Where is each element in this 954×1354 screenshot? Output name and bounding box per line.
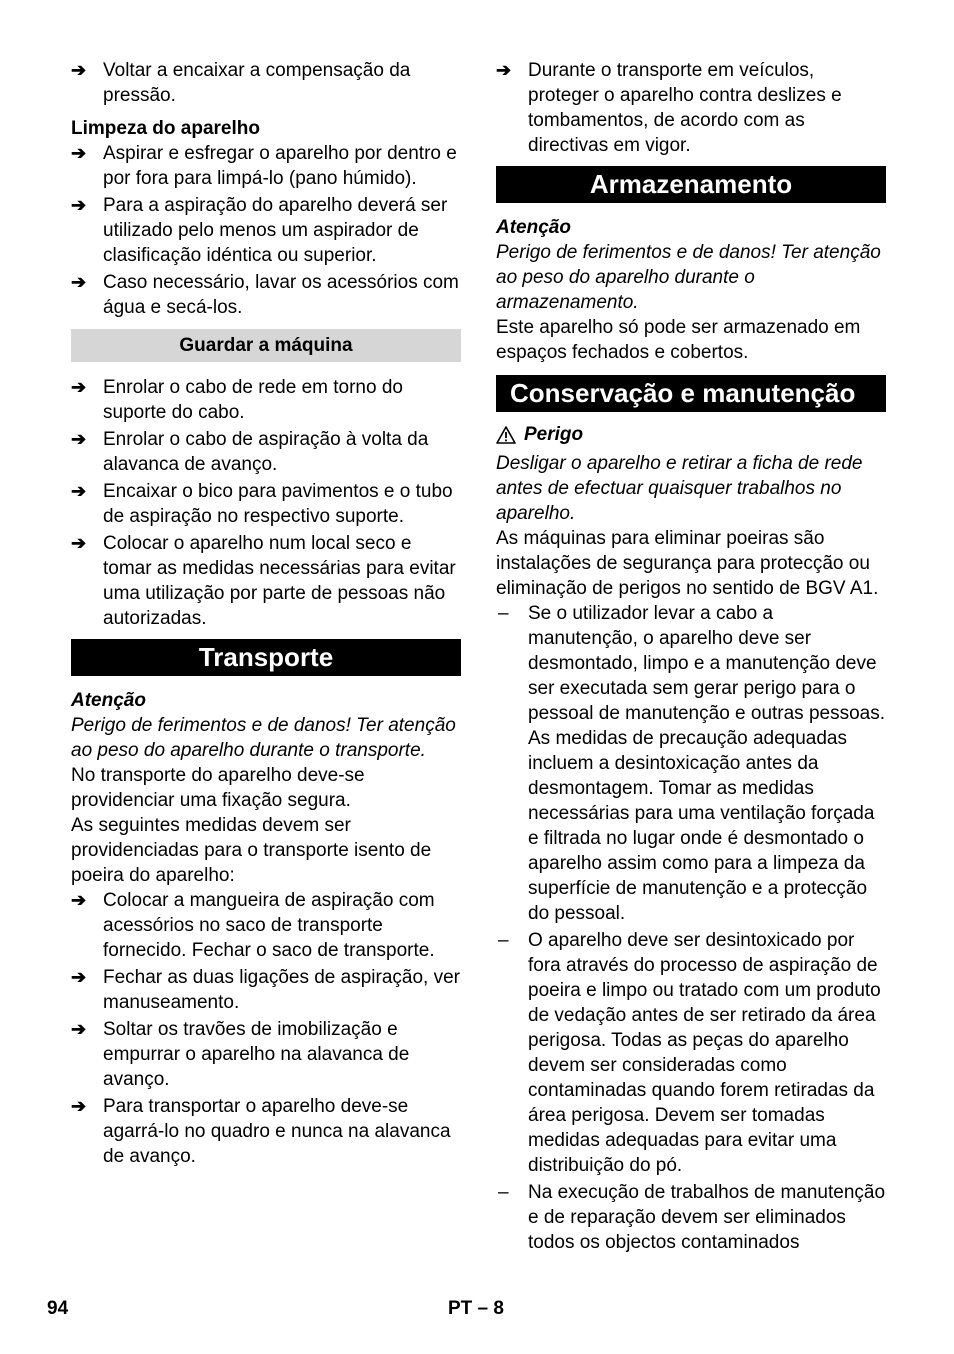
arrow-right-icon: ➔ [71,429,87,449]
list-item: ➔ Para transportar o aparelho deve-se agarrá-lo no quadro e nunca na alavanca de avanço. [71,1096,451,1167]
section-heading-storage: Armazenamento [496,166,886,203]
list-item: ➔ Soltar os travões de imobilização e empurrar o aparelho na alavanca de avanço. [71,1019,410,1090]
list-item: ➔ Voltar a encaixar a compensação da pressão. [71,60,411,106]
list-item: – Na execução de trabalhos de manutenção e de reparação devem ser eliminados todos os objectos contaminados [498,1182,886,1253]
arrow-right-icon: ➔ [71,377,87,397]
arrow-right-icon: ➔ [71,481,87,501]
list-item: ➔ Encaixar o bico para pavimentos e o tubo de aspiração no respectivo suporte. [71,481,453,527]
list-item: ➔ Aspirar e esfregar o aparelho por dentro e por fora para limpá-lo (pano húmido). [71,143,457,189]
danger-text: Desligar o aparelho e retirar a ficha de rede antes de efectuar quaisquer trabalhos no aparelho. [496,453,863,524]
arrow-right-icon: ➔ [71,533,87,553]
section-subheading: Limpeza do aparelho [71,118,260,139]
arrow-right-icon: ➔ [71,890,87,910]
list-item: ➔ Fechar as duas ligações de aspiração, ver manuseamento. [71,967,460,1013]
arrow-right-icon: ➔ [71,195,87,215]
list-item: – Se o utilizador levar a cabo a manutenção, o aparelho deve ser desmontado, limpo e a manutenção deve ser executada sem gerar perigo para o pessoal de manutenção e outras pessoas. As medidas de precaução adequadas incluem a desintoxicação antes da desmontagem. Tomar as medidas necessárias para uma ventilação forçada e filtrada no lugar onde é desmontado o aparelho assim como para a limpeza da superfície de manutenção e a protecção do pessoal. [498,603,886,924]
list-item: ➔ Durante o transporte em veículos, proteger o aparelho contra deslizes e tombamentos, de acordo com as directivas em vigor. [496,60,842,156]
arrow-right-icon: ➔ [496,60,512,80]
paragraph: As máquinas para eliminar poeiras são instalações de segurança para protecção ou eliminação de perigos no sentido de BGV A1. [496,528,879,599]
list-item: – O aparelho deve ser desintoxicado por fora através do processo de aspiração de poeira e limpo ou tratado com um produto de vedação antes de ser retirado da área perigosa. Todas as peças do aparelho devem ser consideradas como contaminadas quando forem retiradas da área perigosa. Devem ser tomadas medidas adequadas para evitar uma distribuição do pó. [498,930,881,1176]
warning-triangle-icon [496,426,516,444]
list-item: ➔ Para a aspiração do aparelho deverá ser utilizado pelo menos um aspirador de clasificação idéntica ou superior. [71,195,448,266]
paragraph: No transporte do aparelho deve-se providenciar uma fixação segura. [71,765,365,811]
section-marker: PT – 8 [448,1298,504,1319]
list-item: ➔ Caso necessário, lavar os acessórios com água e secá-los. [71,272,459,318]
dash-bullet-icon: – [498,603,509,624]
list-item: ➔ Colocar a mangueira de aspiração com acessórios no saco de transporte fornecido. Fechar o saco de transporte. [71,890,435,961]
paragraph: Este aparelho só pode ser armazenado em espaços fechados e cobertos. [496,317,861,363]
section-heading-maintenance: Conservação e manutenção [496,375,886,412]
arrow-right-icon: ➔ [71,272,87,292]
paragraph: As seguintes medidas devem ser providenciadas para o transporte isento de poeira do aparelho: [71,815,432,886]
arrow-right-icon: ➔ [71,143,87,163]
arrow-right-icon: ➔ [71,1096,87,1116]
arrow-right-icon: ➔ [71,1019,87,1039]
arrow-right-icon: ➔ [71,967,87,987]
danger-label: Perigo [524,424,584,445]
arrow-right-icon: ➔ [71,60,87,80]
left-column [71,58,461,1171]
section-heading-transport: Transporte [71,639,461,676]
attention-label: Atenção [496,217,571,238]
danger-heading [496,422,886,447]
page-number: 94 [47,1298,69,1319]
attention-text: Perigo de ferimentos e de danos! Ter atenção ao peso do aparelho durante o transporte. [71,715,456,761]
right-column [496,58,886,1257]
attention-label: Atenção [71,690,146,711]
dash-bullet-icon: – [498,930,509,951]
list-item: ➔ Enrolar o cabo de aspiração à volta da alavanca de avanço. [71,429,429,475]
dash-bullet-icon: – [498,1182,509,1203]
list-item: ➔ Enrolar o cabo de rede em torno do suporte do cabo. [71,377,403,423]
list-item: ➔ Colocar o aparelho num local seco e tomar as medidas necessárias para evitar uma utilização por parte de pessoas não autorizadas. [71,533,456,629]
attention-text: Perigo de ferimentos e de danos! Ter atenção ao peso do aparelho durante o armazenamento. [496,242,881,313]
section-heading-gray: Guardar a máquina [71,329,461,362]
